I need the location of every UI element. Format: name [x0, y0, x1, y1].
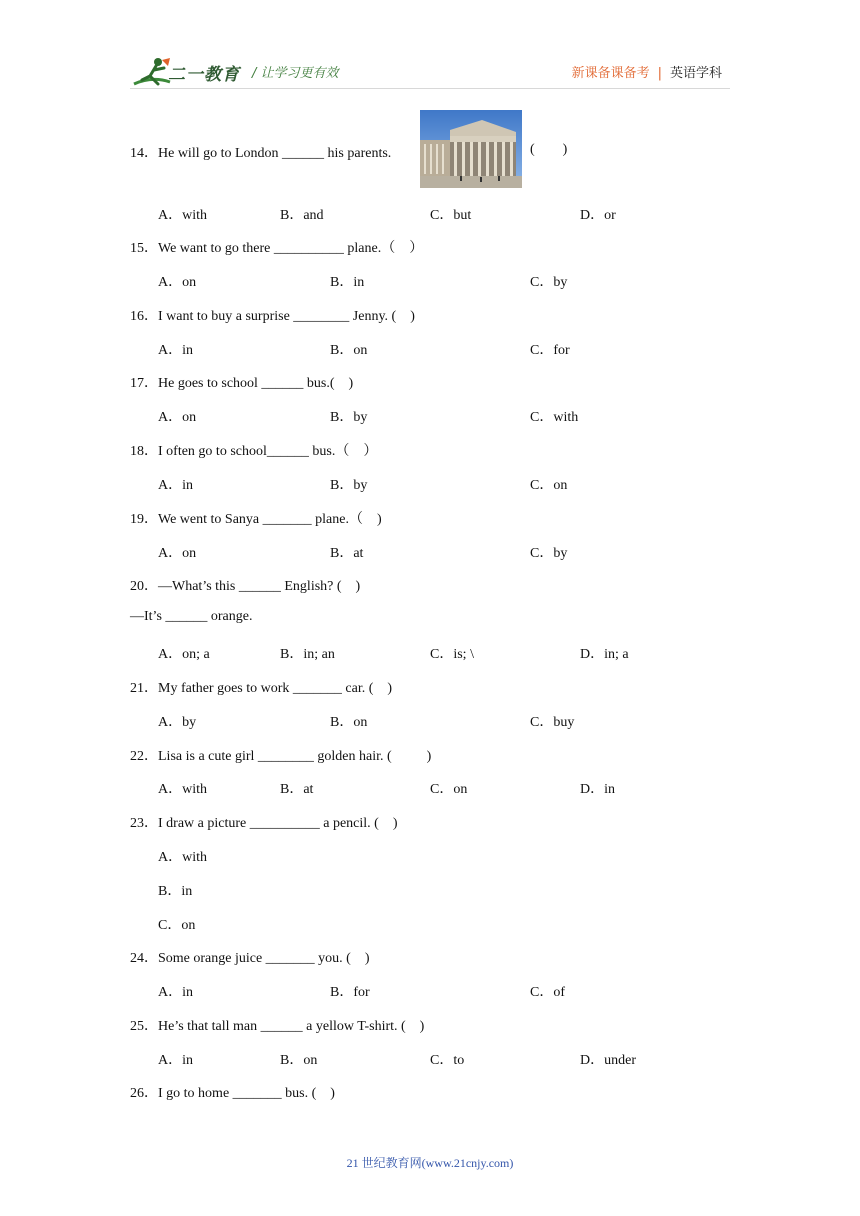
option-21-b: B．on	[330, 715, 368, 730]
option-25-c: C．to	[430, 1053, 465, 1068]
header-slogan: / 让学习更有效	[252, 66, 339, 81]
question-24: 24．Some orange juice _______ you. ( )	[130, 951, 370, 966]
option-22-a: A．with	[158, 782, 207, 797]
option-18-a: A．in	[158, 478, 193, 493]
question-18: 18．I often go to school______ bus.（ ）	[130, 444, 378, 459]
header-divider: |	[657, 66, 662, 81]
option-22-c: C．on	[430, 782, 468, 797]
question-17: 17．He goes to school ______ bus.( )	[130, 376, 354, 391]
option-18-c: C．on	[530, 478, 568, 493]
british-museum-image	[420, 110, 522, 188]
question-19: 19．We went to Sanya _______ plane.（ )	[130, 512, 382, 527]
question-25: 25．He’s that tall man ______ a yellow T-shirt. ( )	[130, 1019, 425, 1034]
option-24-a: A．in	[158, 985, 193, 1000]
logo-text: 二一教育	[168, 65, 240, 85]
option-19-b: B．at	[330, 546, 364, 561]
answer-paren-14: ( )	[530, 142, 568, 157]
option-24-c: C．of	[530, 985, 565, 1000]
header-rule	[130, 88, 730, 89]
option-17-b: B．by	[330, 410, 368, 425]
question-22: 22．Lisa is a cute girl ________ golden hair. ( )	[130, 749, 432, 764]
option-14-a: A．with	[158, 208, 207, 223]
question-16: 16．I want to buy a surprise ________ Jenny. ( )	[130, 309, 415, 324]
option-17-a: A．on	[158, 410, 197, 425]
question-20-response: —It’s ______ orange.	[130, 609, 253, 624]
option-25-d: D．under	[580, 1053, 636, 1068]
option-22-d: D．in	[580, 782, 615, 797]
option-23-a: A．with	[158, 850, 207, 865]
question-23: 23．I draw a picture __________ a pencil. ( )	[130, 816, 398, 831]
header-tagline: 新课备课备考	[571, 66, 650, 81]
option-24-b: B．for	[330, 985, 370, 1000]
option-20-d: D．in; a	[580, 647, 629, 662]
header-subject: 英语学科	[669, 66, 722, 81]
option-25-b: B．on	[280, 1053, 318, 1068]
option-14-d: D．or	[580, 208, 616, 223]
question-26: 26．I go to home _______ bus. ( )	[130, 1086, 335, 1101]
option-16-a: A．in	[158, 343, 193, 358]
question-20: 20．—What’s this ______ English? ( )	[130, 579, 361, 594]
option-19-c: C．by	[530, 546, 568, 561]
page-header	[0, 0, 860, 100]
option-23-c: C．on	[158, 918, 196, 933]
option-22-b: B．at	[280, 782, 314, 797]
header-right	[572, 62, 722, 81]
option-18-b: B．by	[330, 478, 368, 493]
option-16-b: B．on	[330, 343, 368, 358]
option-17-c: C．with	[530, 410, 579, 425]
question-21: 21．My father goes to work _______ car. ( )	[130, 681, 393, 696]
option-20-c: C．is; \	[430, 647, 474, 662]
option-21-a: A．by	[158, 715, 197, 730]
option-15-a: A．on	[158, 275, 197, 290]
option-15-c: C．by	[530, 275, 568, 290]
option-23-b: B．in	[158, 884, 193, 899]
option-19-a: A．on	[158, 546, 197, 561]
option-20-a: A．on; a	[158, 647, 210, 662]
option-14-b: B．and	[280, 208, 324, 223]
option-20-b: B．in; an	[280, 647, 335, 662]
option-16-c: C．for	[530, 343, 570, 358]
option-15-b: B．in	[330, 275, 365, 290]
page-footer: 21 世纪教育网(www.21cnjy.com)	[346, 1156, 514, 1170]
question-14: 14．He will go to London ______ his parents.	[130, 146, 392, 161]
question-15: 15．We want to go there __________ plane.（ ）	[130, 241, 424, 256]
option-21-c: C．buy	[530, 715, 575, 730]
option-14-c: C．but	[430, 208, 472, 223]
option-25-a: A．in	[158, 1053, 193, 1068]
